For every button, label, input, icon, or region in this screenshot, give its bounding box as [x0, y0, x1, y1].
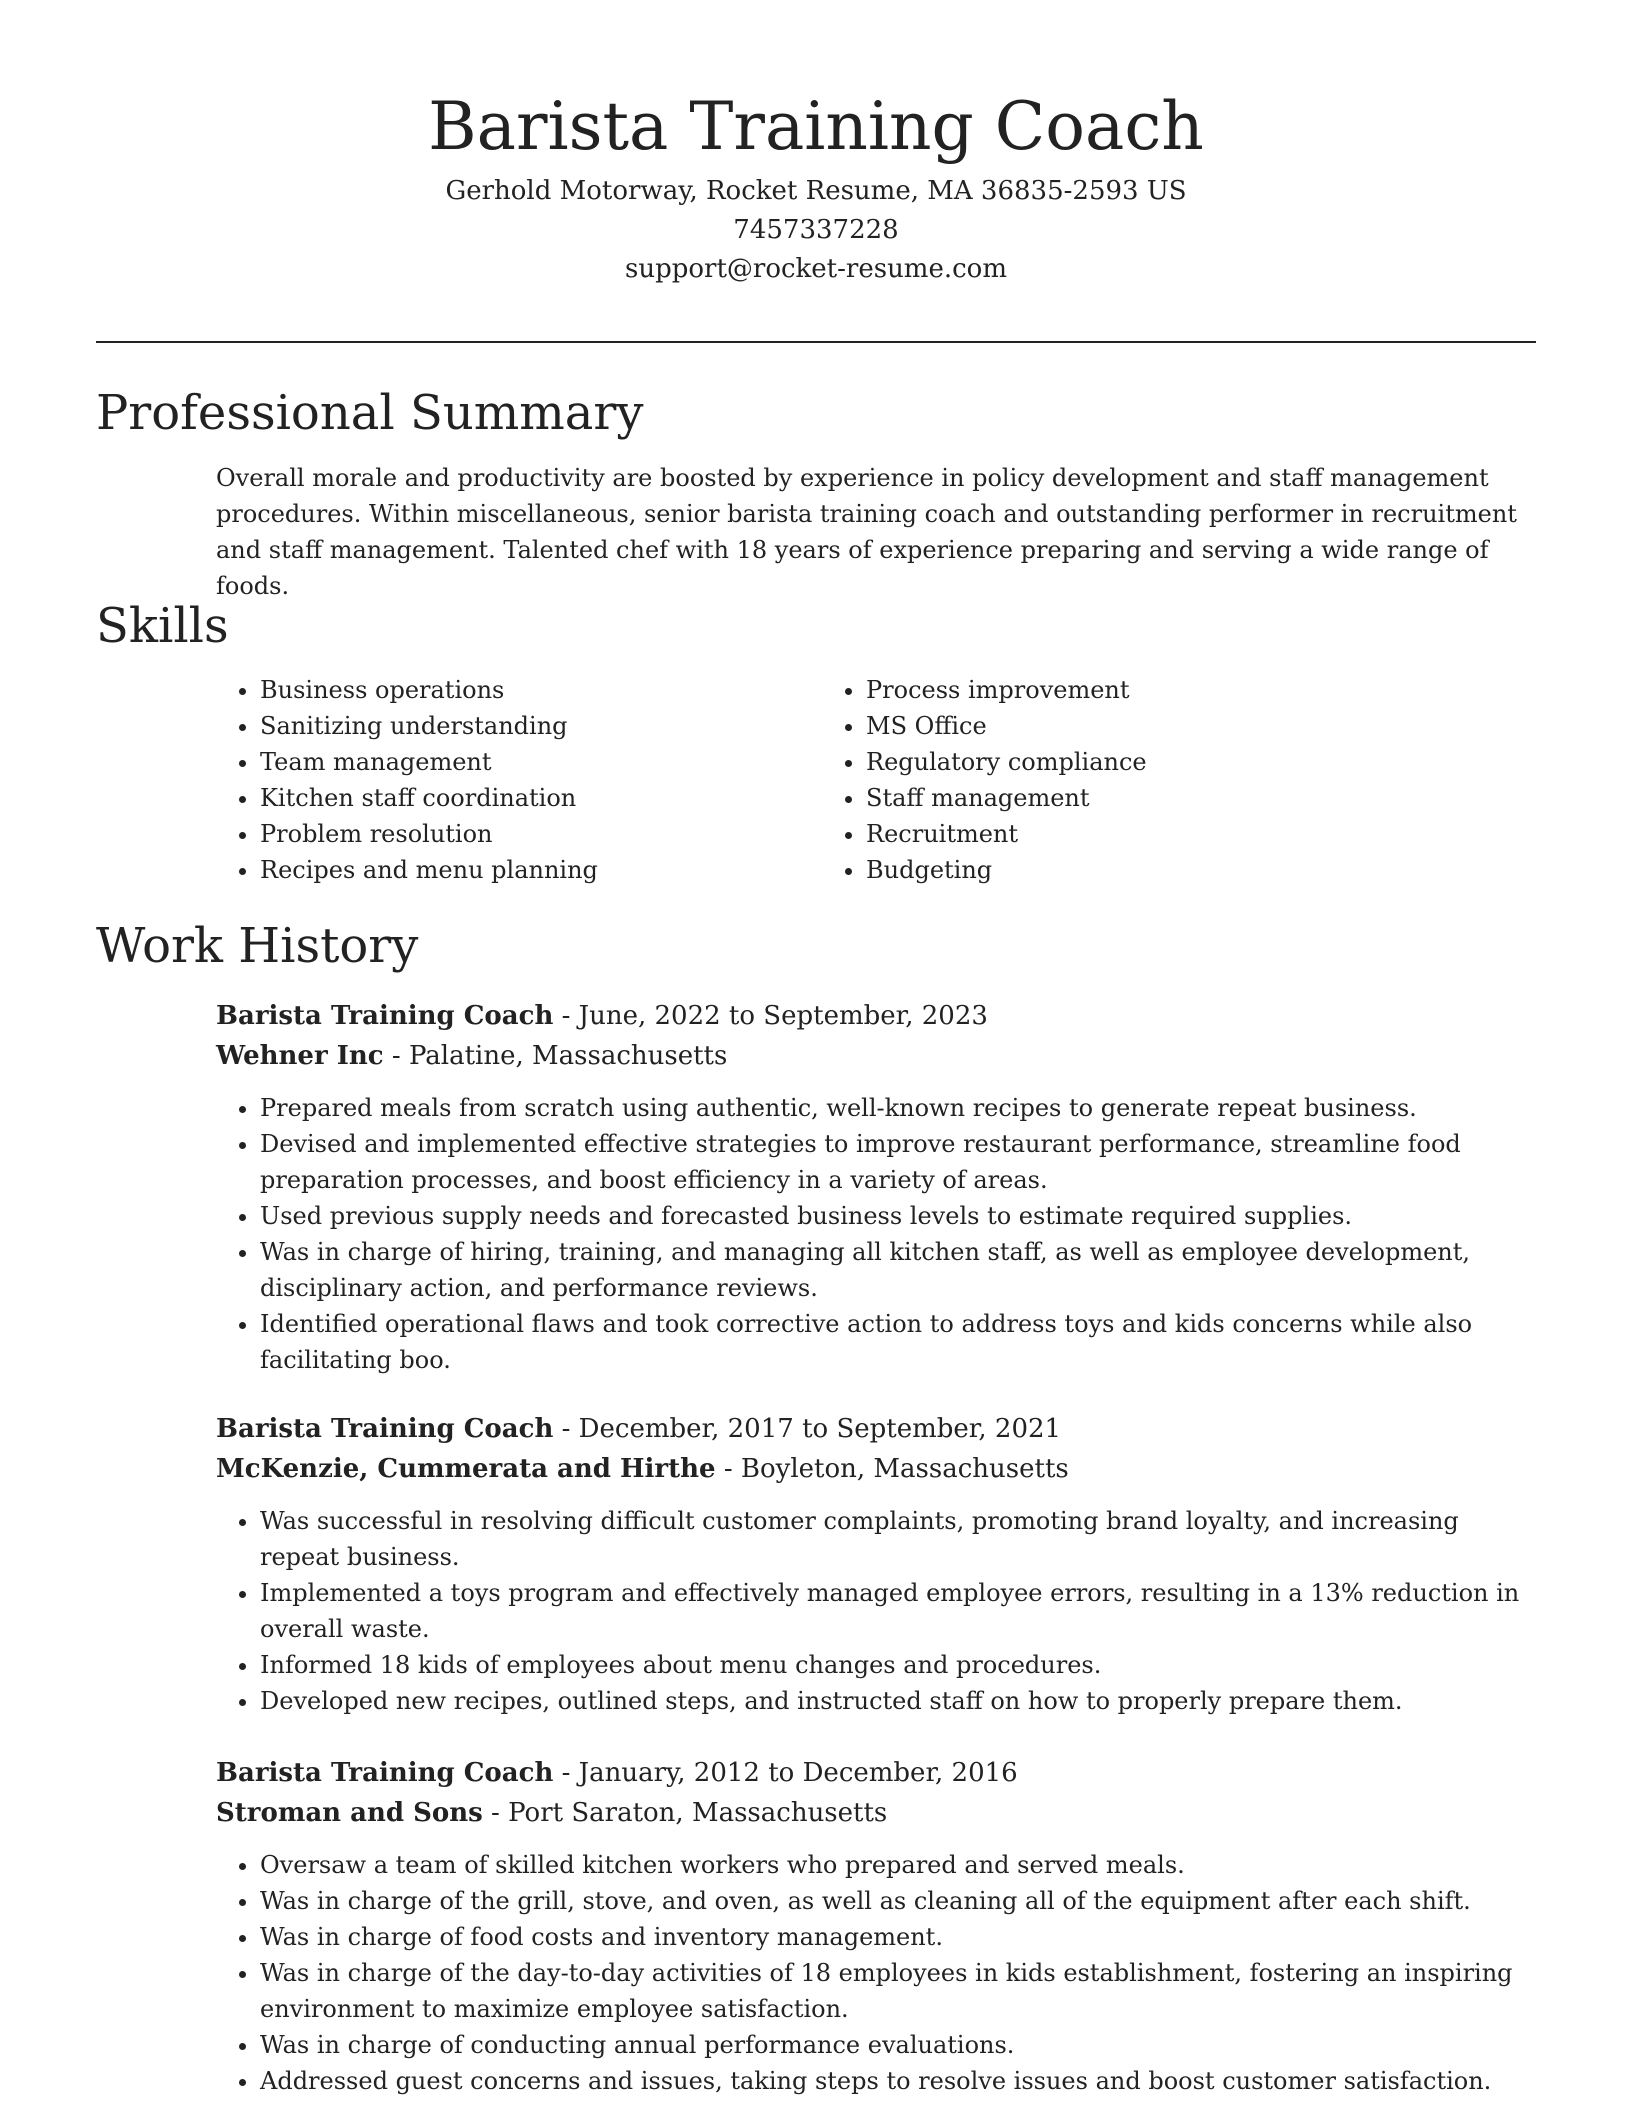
work-history-heading: Work History	[96, 918, 419, 974]
skill-item: • Regulatory compliance	[866, 744, 1472, 780]
job-bullets	[216, 1847, 1536, 2099]
contact-phone: 7457337228	[733, 215, 899, 245]
job-dates: - December, 2017 to September, 2021	[553, 1414, 1062, 1444]
skill-item: • Team management	[260, 744, 822, 780]
summary-text: Overall morale and productivity are boosted by experience in policy development and staff management procedures. Within miscellaneous, senior barista training coach and outstanding performer in recruitment and staff management. Talented chef with 18 years of experience preparing and serving a wide range of foods.	[216, 464, 1517, 600]
job-bullets	[216, 1503, 1536, 1719]
job-title-line	[216, 996, 1536, 1036]
job-location: - Palatine, Massachusetts	[383, 1041, 728, 1071]
job-company: Wehner Inc	[216, 1041, 384, 1071]
job-location: - Port Saraton, Massachusetts	[482, 1798, 888, 1828]
job-company: McKenzie, Cummerata and Hirthe	[216, 1454, 716, 1484]
job-company-line	[216, 1036, 1536, 1076]
skills-column-left	[216, 672, 822, 888]
skill-item: • Recruitment	[866, 816, 1472, 852]
job-company: Stroman and Sons	[216, 1798, 483, 1828]
job-bullet: • Oversaw a team of skilled kitchen workers who prepared and served meals.	[260, 1847, 1536, 1883]
job-title: Barista Training Coach	[216, 1414, 554, 1444]
skill-item: • Recipes and menu planning	[260, 852, 822, 888]
job-entry	[216, 1409, 1536, 1719]
job-bullet: • Was in charge of food costs and inventory management.	[260, 1919, 1536, 1955]
job-bullet: • Developed new recipes, outlined steps, and instructed staff on how to properly prepare them.	[260, 1683, 1536, 1719]
job-bullets	[216, 1090, 1536, 1378]
job-bullet: • Was in charge of the day-to-day activities of 18 employees in kids establishment, fostering an inspiring environment to maximize employee satisfaction.	[260, 1955, 1536, 2027]
job-bullet: • Used previous supply needs and forecasted business levels to estimate required supplies.	[260, 1198, 1536, 1234]
job-bullet: • Identified operational flaws and took corrective action to address toys and kids concerns while also facilitating boo.	[260, 1306, 1536, 1378]
job-bullet: • Was in charge of conducting annual performance evaluations.	[260, 2027, 1536, 2063]
job-bullet: • Implemented a toys program and effectively managed employee errors, resulting in a 13% reduction in overall waste.	[260, 1575, 1536, 1647]
header-divider	[96, 341, 1536, 343]
skill-item: • MS Office	[866, 708, 1472, 744]
job-dates: - June, 2022 to September, 2023	[553, 1001, 988, 1031]
skill-item: • Business operations	[260, 672, 822, 708]
job-bullet: • Was in charge of the grill, stove, and oven, as well as cleaning all of the equipment after each shift.	[260, 1883, 1536, 1919]
contact-email: support@rocket-resume.com	[624, 254, 1007, 284]
skill-item: • Process improvement	[866, 672, 1472, 708]
job-title-line	[216, 1409, 1536, 1449]
job-bullet: • Addressed guest concerns and issues, taking steps to resolve issues and boost customer satisfaction.	[260, 2063, 1536, 2099]
skills-heading: Skills	[96, 598, 229, 654]
job-bullet: • Informed 18 kids of employees about menu changes and procedures.	[260, 1647, 1536, 1683]
skill-item: • Staff management	[866, 780, 1472, 816]
job-bullet: • Was in charge of hiring, training, and managing all kitchen staff, as well as employee development, disciplinary action, and performance reviews.	[260, 1234, 1536, 1306]
skills-column-right	[822, 672, 1472, 888]
contact-block	[0, 172, 1632, 289]
skill-item: • Problem resolution	[260, 816, 822, 852]
job-location: - Boyleton, Massachusetts	[715, 1454, 1069, 1484]
candidate-name: Barista Training Coach	[428, 88, 1204, 165]
summary-heading: Professional Summary	[96, 385, 644, 441]
job-company-line	[216, 1449, 1536, 1489]
contact-address: Gerhold Motorway, Rocket Resume, MA 36835-2593 US	[445, 176, 1187, 206]
job-entry	[216, 996, 1536, 1378]
job-bullet: • Was successful in resolving difficult customer complaints, promoting brand loyalty, and increasing repeat business.	[260, 1503, 1536, 1575]
job-title: Barista Training Coach	[216, 1758, 554, 1788]
job-title-line	[216, 1753, 1536, 1793]
skills-list	[216, 672, 1536, 888]
resume-header	[0, 0, 1632, 289]
job-dates: - January, 2012 to December, 2016	[553, 1758, 1018, 1788]
job-bullet: • Prepared meals from scratch using authentic, well-known recipes to generate repeat business.	[260, 1090, 1536, 1126]
skill-item: • Sanitizing understanding	[260, 708, 822, 744]
job-entry	[216, 1753, 1536, 2099]
job-company-line	[216, 1793, 1536, 1833]
job-bullet: • Devised and implemented effective strategies to improve restaurant performance, streamline food preparation processes, and boost efficiency in a variety of areas.	[260, 1126, 1536, 1198]
skill-item: • Budgeting	[866, 852, 1472, 888]
skill-item: • Kitchen staff coordination	[260, 780, 822, 816]
job-title: Barista Training Coach	[216, 1001, 554, 1031]
